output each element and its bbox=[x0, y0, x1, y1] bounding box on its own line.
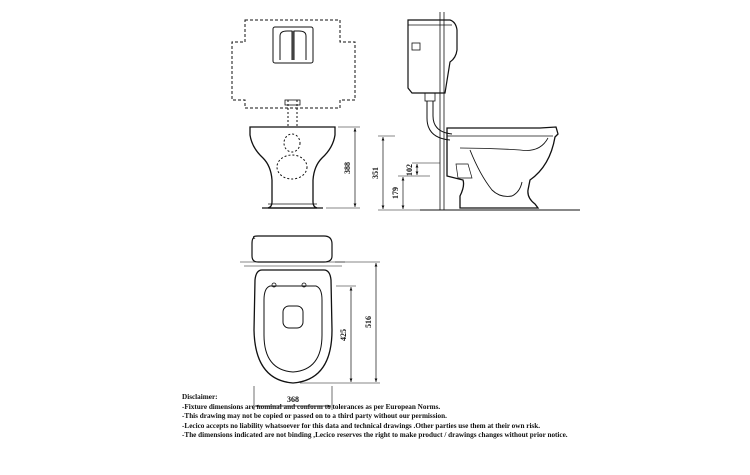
front-bowl-outline bbox=[250, 127, 335, 208]
flush-button-right bbox=[294, 31, 306, 60]
hidden-trap-lower bbox=[277, 155, 307, 179]
plan-cistern-outline bbox=[252, 236, 332, 262]
plan-view bbox=[240, 236, 380, 410]
seat-outline bbox=[254, 270, 332, 383]
disclaimer-line: -This drawing may not be copied or passed on to a third party without our permission. bbox=[182, 412, 447, 421]
disclaimer-line: -Lecico accepts no liability whatsoever for this data and technical drawings .Other parties use them at their own risk. bbox=[182, 421, 541, 430]
dim-side-height: 351 bbox=[371, 167, 380, 179]
side-trapway bbox=[470, 150, 522, 196]
hidden-trap-upper bbox=[284, 134, 300, 152]
dim-outlet-height: 179 bbox=[391, 187, 400, 199]
dim-overall-length: 516 bbox=[364, 316, 373, 328]
side-cistern-outline bbox=[408, 20, 457, 93]
disclaimer-line: -Fixture dimensions are nominal and conform to tolerances as per European Norms. bbox=[182, 402, 441, 411]
cistern-button bbox=[412, 43, 420, 50]
disclaimer-block bbox=[182, 393, 742, 441]
disclaimer-title: Disclaimer: bbox=[182, 393, 218, 401]
side-view bbox=[378, 12, 580, 210]
dim-width: 368 bbox=[287, 395, 299, 404]
bowl-opening bbox=[264, 286, 322, 372]
dim-bowl-length: 425 bbox=[339, 329, 348, 341]
dim-front-height: 388 bbox=[343, 162, 352, 174]
front-view bbox=[232, 20, 360, 208]
water-outlet bbox=[283, 306, 303, 328]
dim-outlet-diameter: 102 bbox=[405, 164, 414, 176]
flush-button-left bbox=[280, 31, 292, 60]
disclaimer-line: -The dimensions indicated are not binding ,Lecico reserves the right to make product / drawings changes without prior notice. bbox=[182, 431, 568, 440]
flush-bend-pipe bbox=[427, 101, 452, 140]
